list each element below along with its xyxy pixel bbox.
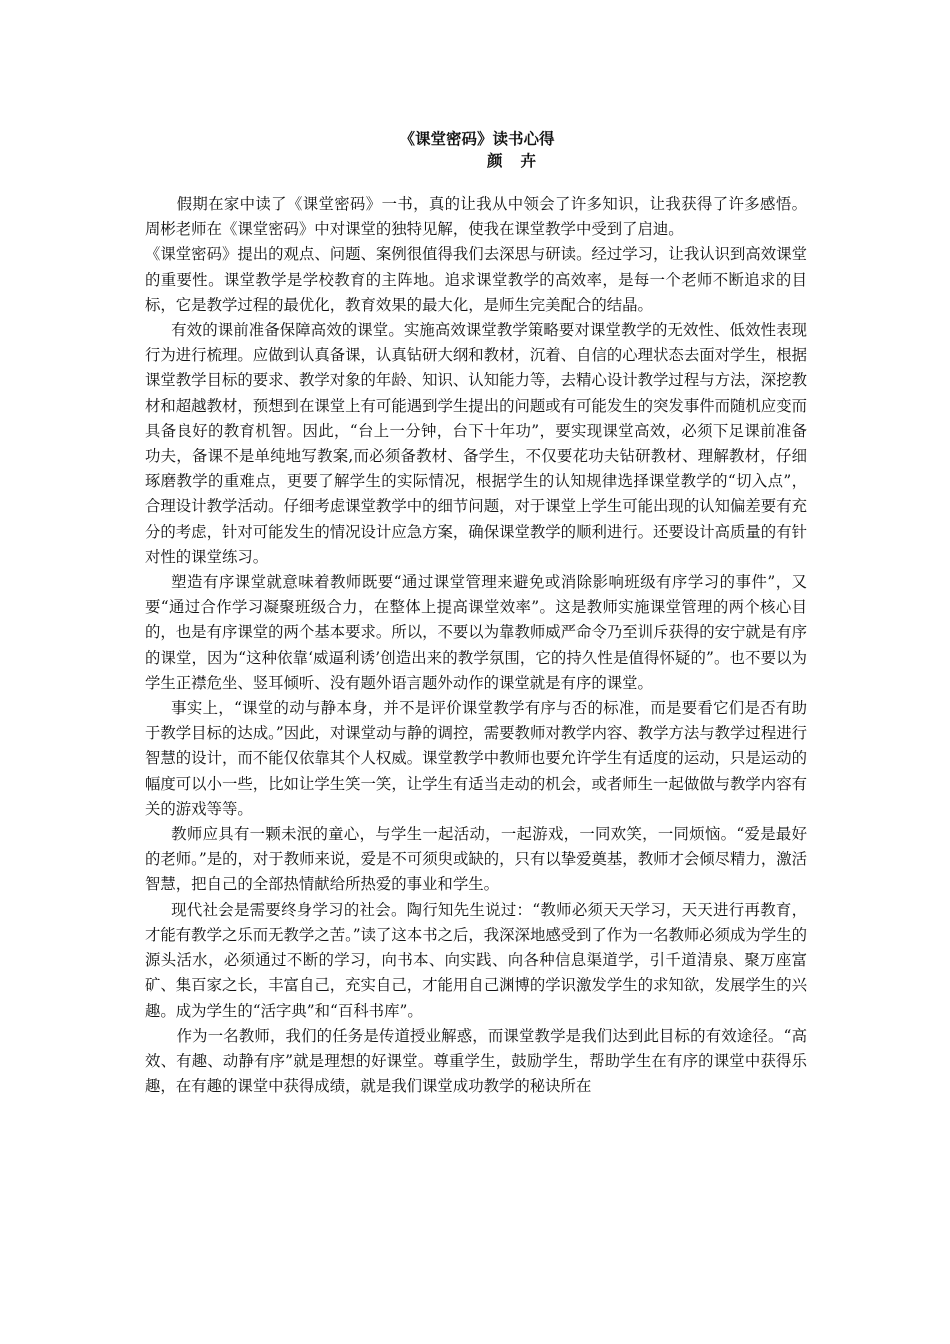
paragraph-3: 有效的课前准备保障高效的课堂。实施高效课堂教学策略要对课堂教学的无效性、低效性表现行为进行梳理。应做到认真备课，认真钻研大纲和教材，沉着、自信的心理状态去面对学生，根据课堂教学目标的要求、教学对象的年龄、知识、认知能力等，去精心设计教学过程与方法，深挖教材和超越教材，预想到在课堂上有可能遇到学生提出的问题或有可能发生的突发事件而随机应变而具备良好的教育机智。因此，“台上一分钟，台下十年功”，要实现课堂高效，必须下足课前准备功夫，备课不是单纯地写教案,而必须备教材、备学生，不仅要花功夫钻研教材、理解教材，仔细琢磨教学的重难点，更要了解学生的实际情况，根据学生的认知规律选择课堂教学的“切入点”，合理设计教学活动。仔细考虑课堂教学中的细节问题，对于课堂上学生可能出现的认知偏差要有充分的考虑，针对可能发生的情况设计应急方案，确保课堂教学的顺利进行。还要设计高质量的有针对性的课堂练习。 xyxy=(145,321,807,566)
paragraph-8: 作为一名教师，我们的任务是传道授业解惑，而课堂教学是我们达到此目标的有效途径。“高效、有趣、动静有序”就是理想的好课堂。尊重学生，鼓励学生，帮助学生在有序的课堂中获得乐趣，在有趣的课堂中获得成绩，就是我们课堂成功教学的秘诀所在 xyxy=(145,1026,807,1096)
paragraph-1: 假期在家中读了《课堂密码》一书，真的让我从中领会了许多知识，让我获得了许多感悟。周彬老师在《课堂密码》中对课堂的独特见解，使我在课堂教学中受到了启迪。 xyxy=(145,195,807,239)
paragraph-6: 教师应具有一颗未泯的童心，与学生一起活动，一起游戏，一同欢笑，一同烦恼。“爱是最好的老师。”是的，对于教师来说，爱是不可须臾或缺的，只有以挚爱奠基，教师才会倾尽精力，激活智慧，把自己的全部热情献给所热爱的事业和学生。 xyxy=(145,825,807,894)
author-char-1: 颜 xyxy=(487,152,503,170)
author-name xyxy=(145,150,807,172)
paragraph-5: 事实上，“课堂的动与静本身，并不是评价课堂教学有序与否的标准，而是要看它们是否有助于教学目标的达成。”因此，对课堂动与静的调控，需要教师对教学内容、教学方法与教学过程进行智慧的设计，而不能仅依靠其个人权威。课堂教学中教师也要允许学生有适度的运动，只是运动的幅度可以小一些，比如让学生笑一笑，让学生有适当走动的机会，或者师生一起做做与教学内容有关的游戏等等。 xyxy=(145,699,807,818)
paragraph-7: 现代社会是需要终身学习的社会。陶行知先生说过：“教师必须天天学习，天天进行再教育，才能有教学之乐而无教学之苦。”读了这本书之后，我深深地感受到了作为一名教师必须成为学生的源头活水，必须通过不断的学习，向书本、向实践、向各种信息渠道学，引千道清泉、聚万座富矿、集百家之长，丰富自己，充实自己，才能用自己渊博的学识激发学生的求知欲，发展学生的兴趣。成为学生的“活字典”和“百科书库”。 xyxy=(145,900,807,1020)
document-title: 《课堂密码》读书心得 xyxy=(399,130,555,148)
document-body xyxy=(145,128,807,1099)
paragraph-2: 《课堂密码》提出的观点、问题、案例很值得我们去深思与研读。经过学习，让我认识到高效课堂的重要性。课堂教学是学校教育的主阵地。追求课堂教学的高效率，是每一个老师不断追求的目标，它是教学过程的最优化，教育效果的最大化，是师生完美配合的结晶。 xyxy=(145,245,807,314)
document-content xyxy=(145,192,807,1099)
paragraph-4: 塑造有序课堂就意味着教师既要“通过课堂管理来避免或消除影响班级有序学习的事件”，又要“通过合作学习凝聚班级合力，在整体上提高课堂效率”。这是教师实施课堂管理的两个核心目的，也是有序课堂的两个基本要求。所以，不要以为靠教师威严命令乃至训斥获得的安宁就是有序的课堂，因为“这种依靠‘威逼利诱’创造出来的教学氛围，它的持久性是值得怀疑的”。也不要以为学生正襟危坐、竖耳倾听、没有题外语言题外动作的课堂就是有序的课堂。 xyxy=(145,573,807,692)
author-char-2: 卉 xyxy=(520,152,537,170)
